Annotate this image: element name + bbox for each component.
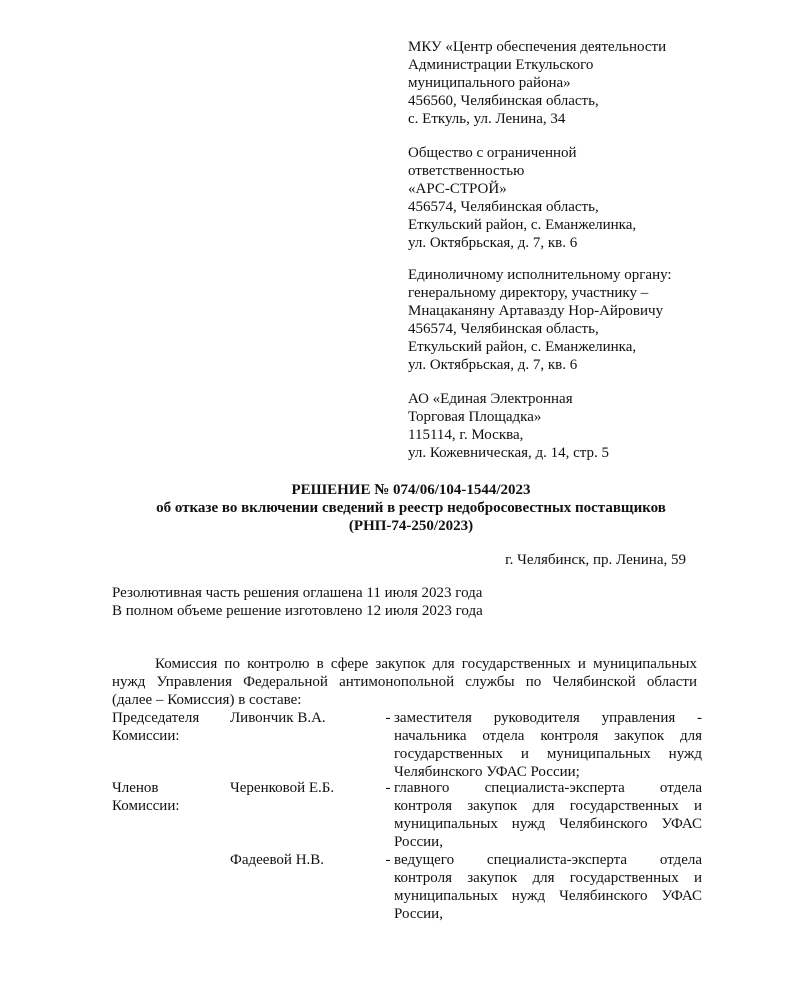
addressee-line: «АРС-СТРОЙ» xyxy=(408,181,507,197)
addressee-line: 456560, Челябинская область, xyxy=(408,93,599,109)
position-line: государственных и муниципальных нужд xyxy=(394,746,702,762)
position-line: контроля закупок для государственных и xyxy=(394,798,702,814)
addressee-line: ответственностью xyxy=(408,163,525,179)
role-line: Комиссии: xyxy=(112,798,180,814)
addressee-line: Администрации Еткульского xyxy=(408,57,594,73)
addressee-line: с. Еткуль, ул. Ленина, 34 xyxy=(408,111,566,127)
addressee-line: АО «Единая Электронная xyxy=(408,391,573,407)
addressee-block-1 xyxy=(408,38,788,128)
addressee-line: Еткульский район, с. Еманжелинка, xyxy=(408,339,637,355)
decision-subject: об отказе во включении сведений в реестр недобросовестных поставщиков xyxy=(156,500,666,516)
addressee-line: муниципального района» xyxy=(408,75,571,91)
addressee-line: Мнацаканяну Артавазду Нор-Айровичу xyxy=(408,303,664,319)
member-position xyxy=(394,779,702,851)
dash-separator: - xyxy=(385,710,391,726)
addressee-block-4 xyxy=(408,390,788,462)
position-line: ведущего специалиста-эксперта отдела xyxy=(394,852,702,868)
addressee-line: Торговая Площадка» xyxy=(408,409,542,425)
commission-intro xyxy=(112,655,697,709)
position-line: России, xyxy=(394,834,443,850)
addressee-line: МКУ «Центр обеспечения деятельности xyxy=(408,39,667,55)
addressee-line: 456574, Челябинская область, xyxy=(408,199,599,215)
intro-line: Комиссия по контролю в сфере закупок для государственных и муниципальных xyxy=(155,656,697,672)
registry-number: (РНП-74-250/2023) xyxy=(348,518,474,534)
member-role xyxy=(112,779,224,815)
addressee-line: ул. Октябрьская, д. 7, кв. 6 xyxy=(408,357,578,373)
addressee-line: Общество с ограниченной xyxy=(408,145,577,161)
addressee-block-2 xyxy=(408,144,788,252)
decision-title xyxy=(0,481,800,535)
member-position xyxy=(394,709,702,781)
addressee-block-3 xyxy=(408,266,788,374)
addressee-line: ул. Кожевническая, д. 14, стр. 5 xyxy=(408,445,610,461)
member-role xyxy=(112,709,224,745)
position-line: муниципальных нужд Челябинского УФАС xyxy=(394,816,702,832)
member-name: Черенковой Е.Б. xyxy=(230,780,335,796)
member-name: Фадеевой Н.В. xyxy=(230,852,325,868)
announced-date: Резолютивная часть решения оглашена 11 июля 2023 года xyxy=(112,585,483,601)
addressee-line: 456574, Челябинская область, xyxy=(408,321,599,337)
role-line: Председателя xyxy=(112,710,200,726)
position-line: заместителя руководителя управления - xyxy=(394,710,702,726)
role-line: Членов xyxy=(112,780,159,796)
decision-dates xyxy=(112,584,483,620)
intro-line: (далее – Комиссия) в составе: xyxy=(112,692,302,708)
position-line: России, xyxy=(394,906,443,922)
role-line: Комиссии: xyxy=(112,728,180,744)
intro-line: нужд Управления Федеральной антимонопольной службы по Челябинской области xyxy=(112,674,697,690)
position-line: начальника отдела контроля закупок для xyxy=(394,728,702,744)
decision-number: РЕШЕНИЕ № 074/06/104-1544/2023 xyxy=(291,482,531,498)
dash-separator: - xyxy=(385,780,391,796)
addressee-line: Еткульский район, с. Еманжелинка, xyxy=(408,217,637,233)
member-position xyxy=(394,851,702,923)
decision-place: г. Челябинск, пр. Ленина, 59 xyxy=(505,552,686,568)
position-line: главного специалиста-эксперта отдела xyxy=(394,780,702,796)
dash-separator: - xyxy=(385,852,391,868)
addressee-line: ул. Октябрьская, д. 7, кв. 6 xyxy=(408,235,578,251)
position-line: муниципальных нужд Челябинского УФАС xyxy=(394,888,702,904)
addressee-line: 115114, г. Москва, xyxy=(408,427,524,443)
position-line: Челябинского УФАС России; xyxy=(394,764,580,780)
position-line: контроля закупок для государственных и xyxy=(394,870,702,886)
member-name: Ливончик В.А. xyxy=(230,710,326,726)
addressee-line: Единоличному исполнительному органу: xyxy=(408,267,672,283)
addressee-line: генеральному директору, участнику – xyxy=(408,285,649,301)
prepared-date: В полном объеме решение изготовлено 12 июля 2023 года xyxy=(112,603,483,619)
